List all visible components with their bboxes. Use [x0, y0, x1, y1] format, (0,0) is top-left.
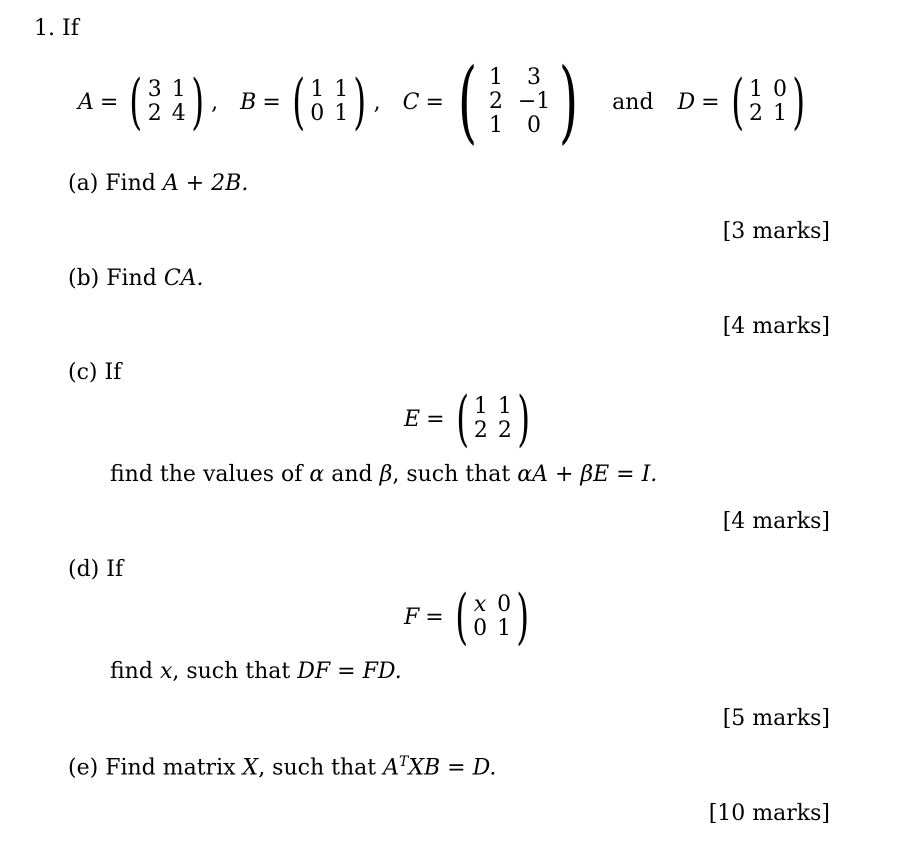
part-c-body — [110, 462, 657, 487]
matrix-cell: 3 — [527, 65, 542, 90]
matrix-cell: 3 — [147, 77, 162, 102]
matrix-cell: 1 — [334, 101, 349, 126]
beta-symbol: β — [379, 462, 393, 487]
matrix-cell: 2 — [147, 101, 162, 126]
matrix-cell: 1 — [489, 113, 504, 138]
left-paren: ( — [129, 67, 143, 137]
left-paren: ( — [730, 67, 744, 137]
matrix-f — [450, 582, 535, 652]
left-paren: ( — [454, 582, 468, 652]
matrix-a-grid — [148, 78, 186, 126]
matrix-c-grid — [485, 66, 551, 138]
matrix-cell: 0 — [497, 592, 512, 617]
matrix-e-definition — [404, 384, 535, 454]
part-d-marks: [5 marks] — [722, 706, 830, 731]
question-number: 1. — [34, 16, 55, 41]
matrix-cell: 1 — [489, 65, 504, 90]
left-paren: ( — [455, 384, 469, 454]
equals-sign: = — [425, 604, 444, 630]
matrix-f-definition — [404, 582, 535, 652]
part-d-intro: If — [106, 557, 124, 582]
matrix-cell: 2 — [489, 89, 504, 114]
matrix-c — [450, 49, 586, 154]
matrix-e — [451, 384, 536, 454]
matrix-e-label: E — [404, 406, 421, 432]
comma: , — [373, 89, 381, 115]
part-a-marks: [3 marks] — [722, 219, 830, 244]
part-c-marks: [4 marks] — [722, 509, 830, 534]
matrix-cell: −1 — [517, 89, 551, 114]
part-c-text-1: find the values of — [110, 462, 303, 487]
part-a-text: Find — [105, 171, 156, 196]
part-b-text: Find — [106, 266, 157, 291]
left-paren: ( — [457, 49, 478, 154]
matrix-cell: 1 — [497, 394, 512, 419]
equals-sign: = — [262, 89, 281, 115]
matrix-f-label: F — [404, 604, 420, 630]
part-c-text-2: , such that — [392, 462, 511, 487]
matrix-cell: 2 — [497, 418, 512, 443]
matrix-a — [124, 67, 209, 137]
part-b-expr: CA. — [163, 266, 204, 291]
question-intro: If — [62, 16, 79, 41]
matrix-d-label: D — [677, 89, 696, 115]
matrix-cell: 1 — [310, 77, 325, 102]
part-e — [68, 754, 496, 780]
part-c-expr: αA + βE = I. — [517, 462, 658, 487]
question-header — [34, 16, 79, 41]
part-e-text-2: , such that — [258, 755, 377, 781]
left-paren: ( — [292, 67, 305, 137]
part-e-label: (e) — [68, 755, 99, 781]
part-a-label: (a) — [68, 171, 99, 196]
right-paren: ) — [558, 49, 579, 154]
part-c-label: (c) — [68, 360, 98, 385]
matrix-a-label: A — [78, 89, 94, 115]
part-d-body — [110, 659, 402, 684]
matrix-e-grid — [474, 395, 512, 443]
right-paren: ) — [517, 384, 531, 454]
matrix-cell: 0 — [773, 77, 788, 102]
and-word: and — [612, 89, 654, 115]
matrix-d-grid — [749, 78, 787, 126]
part-b-marks: [4 marks] — [722, 314, 830, 339]
matrix-cell: 1 — [497, 616, 512, 641]
part-a — [68, 171, 248, 196]
part-c — [68, 360, 121, 385]
x-matrix-variable: X — [242, 755, 259, 781]
x-variable: x — [159, 659, 173, 684]
matrix-d — [726, 67, 811, 137]
matrix-cell: 1 — [773, 101, 788, 126]
matrix-cell: 2 — [473, 418, 488, 443]
matrix-cell: 1 — [749, 77, 764, 102]
right-paren: ) — [191, 67, 204, 137]
right-paren: ) — [516, 582, 530, 652]
equals-sign: = — [426, 406, 445, 432]
part-a-expr: A + 2B. — [162, 171, 249, 196]
part-e-text: Find matrix — [105, 755, 236, 781]
transpose-superscript: T — [398, 754, 409, 770]
part-c-intro: If — [104, 360, 122, 385]
right-paren: ) — [792, 67, 806, 137]
matrix-c-label: C — [402, 89, 420, 115]
matrix-cell: 1 — [334, 77, 349, 102]
equals-sign: = — [99, 89, 119, 115]
part-b — [68, 266, 204, 291]
part-d — [68, 557, 123, 582]
matrix-b-label: B — [240, 89, 257, 115]
matrix-cell: 1 — [171, 77, 186, 102]
part-e-marks: [10 marks] — [708, 801, 830, 826]
matrix-definitions — [78, 49, 810, 154]
part-e-expr-a: A — [383, 755, 399, 781]
equals-sign: = — [425, 89, 444, 115]
matrix-cell: x — [473, 592, 487, 617]
part-c-text-and: and — [331, 462, 373, 487]
right-paren: ) — [353, 67, 367, 137]
matrix-cell: 2 — [749, 101, 764, 126]
equals-sign: = — [701, 89, 720, 115]
matrix-cell: 4 — [171, 101, 186, 126]
matrix-cell: 0 — [310, 101, 325, 126]
part-d-text-2: , such that — [172, 659, 291, 684]
matrix-cell: 0 — [527, 113, 542, 138]
comma: , — [211, 89, 219, 115]
part-d-expr: DF = FD. — [297, 659, 402, 684]
alpha-symbol: α — [309, 462, 325, 487]
part-e-expr-b: XB = D. — [408, 755, 497, 781]
matrix-b-grid — [310, 78, 348, 126]
part-b-label: (b) — [68, 266, 100, 291]
part-d-text-1: find — [110, 659, 153, 684]
part-d-label: (d) — [68, 557, 100, 582]
matrix-f-grid — [473, 593, 511, 641]
matrix-b — [287, 67, 372, 137]
matrix-cell: 0 — [473, 616, 488, 641]
matrix-cell: 1 — [473, 394, 488, 419]
